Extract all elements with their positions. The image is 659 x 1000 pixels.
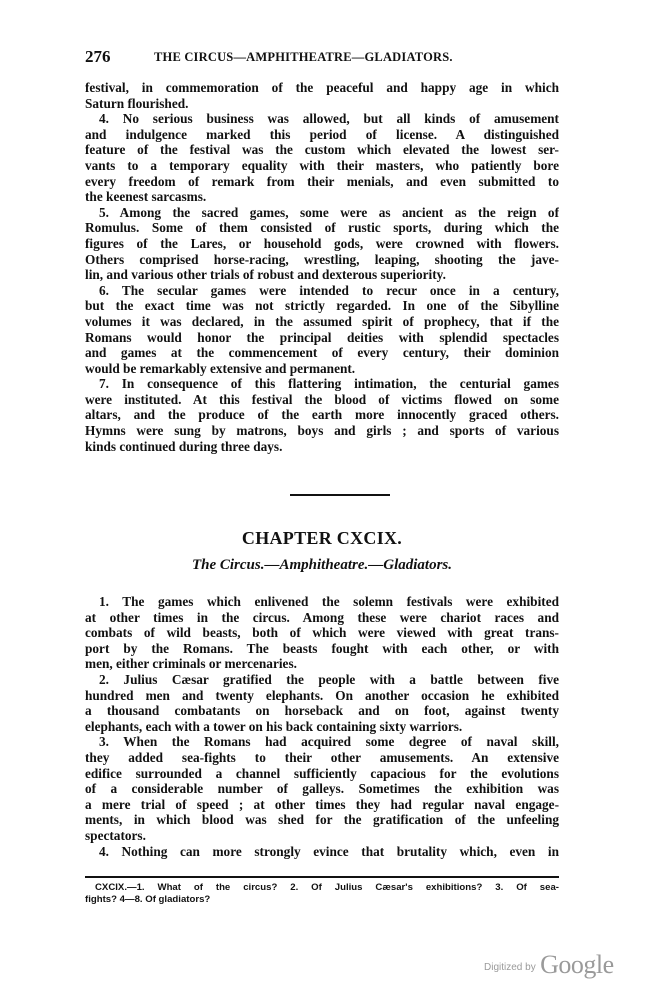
text-line: lin, and various other trials of robust and dexterous superiority. [85, 267, 446, 283]
text-line: they added sea-fights to their other amusements. An extensive [85, 749, 559, 765]
text-line: a mere trial of speed ; at other times they had regular naval engage- [85, 796, 559, 812]
paragraph-4-line: 4. No serious business was allowed, but all kinds of amusement [99, 111, 559, 127]
text-line: hundred men and twenty elephants. On another occasion he exhibited [85, 687, 559, 703]
text-line: volumes it was declared, in the assumed spirit of prophecy, that if the [85, 313, 559, 329]
text-line: spectators. [85, 827, 146, 843]
paragraph-3-line: 3. When the Romans had acquired some degree of naval skill, [99, 734, 559, 750]
text-line: Romans would honor the principal deities with splendid spectacles [85, 329, 559, 345]
text-line: ments, in which blood was shed for the gratification of the unfeeling [85, 812, 559, 828]
paragraph-6-line: 6. The secular games were intended to recur once in a century, [99, 282, 559, 298]
text-line: men, either criminals or mercenaries. [85, 656, 297, 672]
text-line: elephants, each with a tower on his back containing sixty warriors. [85, 718, 463, 734]
text-line: vants to a temporary equality with their masters, who patiently bore [85, 157, 559, 173]
text-line: a thousand combatants on horseback and on foot, against twenty [85, 703, 559, 719]
text-line: were instituted. At this festival the blood of victims flowed on some [85, 391, 559, 407]
text-line: of a considerable number of galleys. Sometimes the exhibition was [85, 781, 559, 797]
paragraph-7-line: 7. In consequence of this flattering intimation, the centurial games [99, 376, 559, 392]
footnote-line: CXCIX.—1. What of the circus? 2. Of Julius Cæsar's exhibitions? 3. Of sea- [95, 882, 559, 893]
prev-chapter-text [85, 80, 559, 454]
text-line: but the exact time was not strictly regarded. In one of the Sibylline [85, 298, 559, 314]
running-title: THE CIRCUS—AMPHITHEATRE—GLADIATORS. [154, 50, 453, 64]
section-divider [290, 494, 390, 496]
page-number: 276 [85, 47, 111, 66]
text-line: feature of the festival was the custom which elevated the lowest ser- [85, 142, 559, 158]
text-line: would be remarkably extensive and permanent. [85, 360, 356, 376]
text-line: and indulgence marked this period of license. A distinguished [85, 126, 559, 142]
text-line: Romulus. Some of them consisted of rustic sports, during which the [85, 220, 559, 236]
watermark-prefix: Digitized by [484, 962, 536, 973]
text-line: kinds continued during three days. [85, 438, 283, 454]
text-line: figures of the Lares, or household gods, were crowned with flowers. [85, 235, 559, 251]
text-line: and games at the commencement of every century, their dominion [85, 345, 559, 361]
paragraph-4-line: 4. Nothing can more strongly evince that brutality which, even in [99, 843, 559, 859]
text-line: Others comprised horse-racing, wrestling, leaping, shooting the jave- [85, 251, 559, 267]
footnote-divider [85, 876, 559, 878]
text-line: festival, in commemoration of the peaceful and happy age in which [85, 80, 559, 95]
text-line: edifice surrounded a channel sufficiently capacious for the evolutions [85, 765, 559, 781]
chapter-subtitle: The Circus.—Amphitheatre.—Gladiators. [191, 557, 453, 573]
text-line: port by the Romans. The beasts fought with each other, or with [85, 640, 559, 656]
text-line: altars, and the produce of the earth more innocently graced others. [85, 407, 559, 423]
google-logo: Google [540, 950, 614, 979]
footnote-line: fights? 4—8. Of gladiators? [85, 894, 211, 905]
paragraph-5-line: 5. Among the sacred games, some were as ancient as the reign of [99, 204, 559, 220]
footnote-questions [85, 882, 559, 906]
text-line: Saturn flourished. [85, 95, 189, 111]
text-line: every freedom of remark from their menials, and even submitted to [85, 173, 559, 189]
chapter-title: CHAPTER CXCIX. [241, 528, 403, 548]
chapter-text [85, 594, 559, 859]
running-head [85, 47, 559, 67]
text-line: the keenest sarcasms. [85, 189, 207, 205]
text-line: Hymns were sung by matrons, boys and girls ; and sports of various [85, 423, 559, 439]
text-line: at other times in the circus. Among these were chariot races and [85, 609, 559, 625]
text-line: combats of wild beasts, both of which were viewed with great trans- [85, 625, 559, 641]
paragraph-2-line: 2. Julius Cæsar gratified the people with a battle between five [99, 671, 559, 687]
digitized-watermark [484, 950, 614, 980]
paragraph-1-line: 1. The games which enlivened the solemn festivals were exhibited [99, 594, 559, 609]
